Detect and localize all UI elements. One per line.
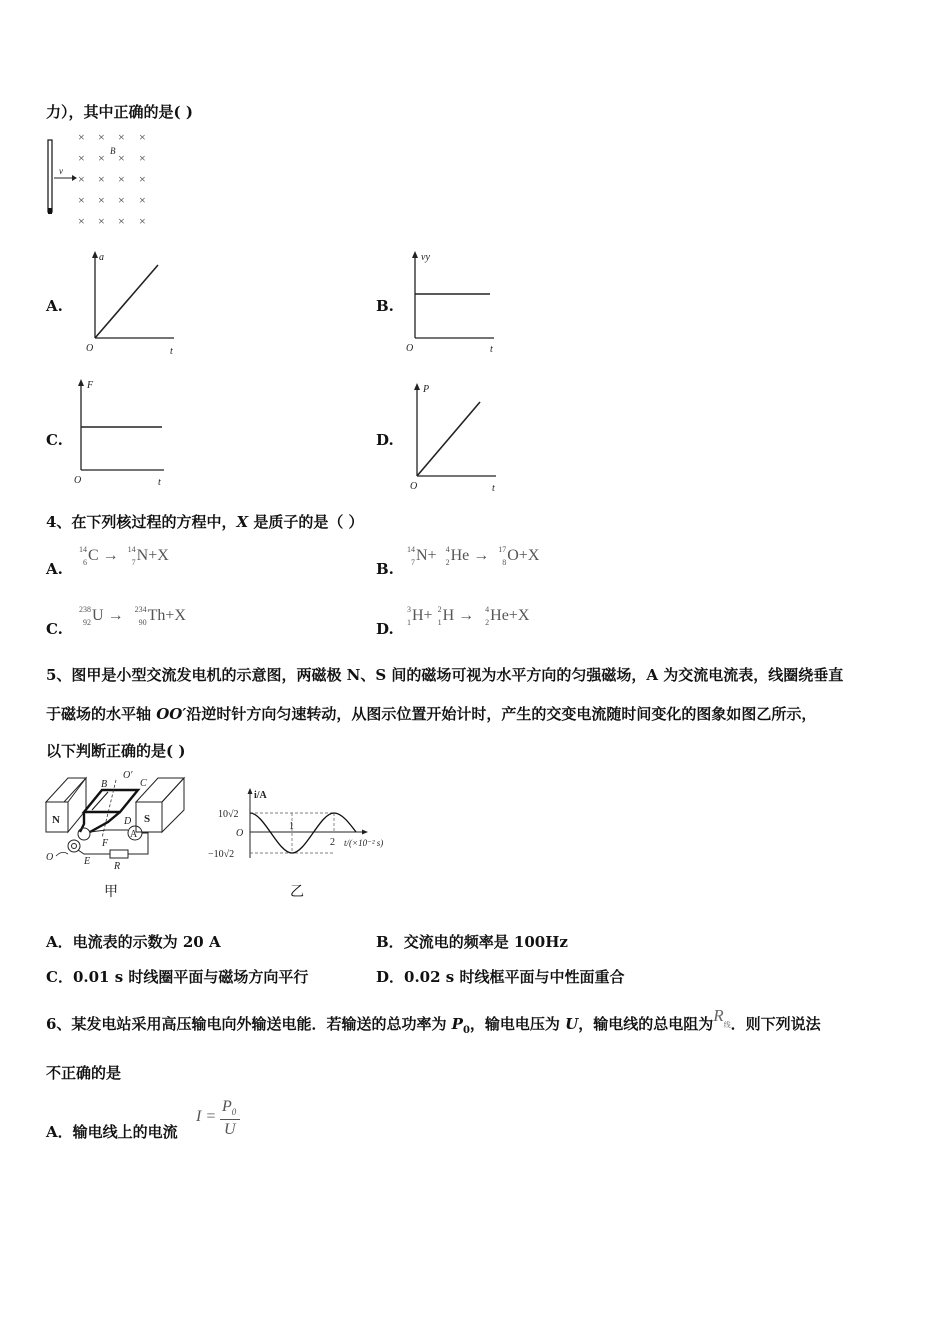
q6-option-a[interactable]: A．输电线上的电流 (46, 1123, 178, 1141)
q4-option-b-equation[interactable]: 14 7 N+ 4 2 He → 17 8 O+X (407, 545, 540, 567)
q3-graph-d[interactable] (404, 380, 514, 495)
label-o-prime: O′ (123, 770, 133, 781)
resistor-label: R (114, 861, 121, 871)
current-waveform (250, 813, 356, 853)
label-e: E (84, 856, 91, 867)
x-axis-label: t (492, 483, 495, 494)
q3-field-diagram (42, 128, 162, 228)
q3-graph-b[interactable] (402, 248, 512, 358)
origin-label: O (410, 481, 418, 492)
label-c: C (140, 778, 147, 789)
formula-numerator: $P_0$ (222, 1098, 237, 1118)
y-axis-label: vy (421, 252, 430, 263)
q4-option-c-equation[interactable]: 238 92 U → 234 90 Th+X (79, 605, 186, 627)
svg-text:×: × (78, 130, 85, 144)
x-axis-label: t (158, 477, 161, 488)
rod-end (48, 208, 52, 214)
y-axis-label: a (99, 252, 104, 263)
q4-option-b-letter[interactable]: B. (376, 560, 394, 578)
conducting-rod (48, 140, 52, 212)
q3-graph-c[interactable] (68, 376, 178, 491)
origin-label: O (236, 828, 244, 839)
origin-label: O (74, 475, 82, 486)
q5-option-a[interactable]: A．电流表的示数为 20 A (46, 933, 221, 951)
label-f: F (102, 838, 109, 849)
q4-option-a-letter[interactable]: A. (46, 560, 63, 578)
svg-text:×: × (98, 214, 105, 228)
q4-option-a-equation[interactable]: 14 6 C → 14 7 N+X (79, 545, 169, 567)
svg-text:×: × (139, 193, 146, 207)
formula-lhs: I = (196, 1108, 217, 1125)
svg-text:×: × (78, 172, 85, 186)
fraction-bar (220, 1119, 240, 1120)
q4-option-c-letter[interactable]: C. (46, 620, 63, 638)
q3-stem: 力），其中正确的是( ) (46, 103, 193, 121)
q5-option-d[interactable]: D．0.02 s 时线框平面与中性面重合 (376, 968, 625, 986)
label-b: B (101, 779, 108, 790)
svg-text:×: × (118, 172, 125, 186)
q4-option-d-letter[interactable]: D. (376, 620, 394, 638)
field-label: B (110, 146, 116, 156)
formula-denominator: U (224, 1121, 236, 1138)
q5-option-c[interactable]: C．0.01 s 时线圈平面与磁场方向平行 (46, 968, 309, 986)
svg-text:×: × (98, 172, 105, 186)
svg-text:×: × (118, 151, 125, 165)
q3-graph-a[interactable] (82, 248, 192, 358)
q6-stem-line-2: 不正确的是 (46, 1064, 122, 1082)
q3-option-b-letter[interactable]: B. (376, 297, 394, 315)
svg-text:×: × (98, 130, 105, 144)
origin-label: O (86, 343, 94, 354)
q5-stem-line-3: 以下判断正确的是( ) (46, 742, 186, 760)
svg-text:×: × (98, 151, 105, 165)
tick-2: 2 (330, 837, 335, 848)
q3-option-c-letter[interactable]: C. (46, 431, 63, 449)
tick-1: 1 (289, 821, 294, 832)
velocity-label: v (59, 166, 63, 176)
q4-option-d-equation[interactable]: 3 1 H+ 2 1 H → 4 2 He+X (407, 605, 530, 627)
q5-option-b[interactable]: B．交流电的频率是 100Hz (376, 933, 568, 951)
label-d: D (124, 816, 132, 827)
svg-text:×: × (118, 214, 125, 228)
q5-stem-line-2: 于磁场的水平轴 OO′沿逆时针方向匀速转动，从图示位置开始计时，产生的交变电流随时间变化的图象如图乙所示， (46, 705, 817, 723)
magnet-n: N (52, 814, 60, 826)
peak-negative-label: −10√2 (208, 849, 235, 860)
origin-label: O (406, 343, 414, 354)
label-o: O (46, 852, 54, 863)
x-axis-label: t/(×10⁻² s) (344, 838, 384, 848)
svg-text:×: × (139, 214, 146, 228)
svg-text:×: × (118, 193, 125, 207)
y-axis-label: P (423, 384, 430, 395)
magnet-s: S (144, 813, 151, 825)
x-axis-label: t (170, 346, 173, 357)
svg-text:×: × (98, 193, 105, 207)
svg-text:×: × (139, 130, 146, 144)
svg-text:×: × (118, 130, 125, 144)
ammeter-label: A (130, 829, 138, 840)
svg-text:×: × (78, 151, 85, 165)
magnetic-field-crosses (78, 130, 146, 228)
q5-figure-jia-generator (44, 766, 194, 871)
q5-stem-line-1: 5、图甲是小型交流发电机的示意图，两磁极 N、S 间的磁场可视为水平方向的匀强磁场，A 为交流电流表，线圈绕垂直 (46, 666, 844, 684)
svg-text:×: × (139, 172, 146, 186)
svg-text:×: × (78, 214, 85, 228)
q5-figure-yi-caption: 乙 (290, 884, 304, 900)
y-axis-label: F (87, 380, 94, 391)
q3-option-a-letter[interactable]: A. (46, 297, 63, 315)
svg-text:×: × (78, 193, 85, 207)
y-axis-label: i/A (254, 790, 267, 801)
q5-figure-jia-caption: 甲 (104, 884, 118, 900)
q3-option-d-letter[interactable]: D. (376, 431, 394, 449)
q6-stem-line-1: 6、某发电站采用高压输电向外输送电能．若输送的总功率为 $P_0$，输电电压为 U，输电线的总电阻为$R_线$．则下列说法 (46, 1006, 821, 1036)
svg-text:×: × (139, 151, 146, 165)
peak-positive-label: 10√2 (218, 809, 239, 820)
q4-stem: 4、在下列核过程的方程中，X 是质子的是（ ） (46, 513, 364, 531)
x-axis-label: t (490, 344, 493, 355)
q5-figure-yi-current-graph (204, 786, 404, 866)
